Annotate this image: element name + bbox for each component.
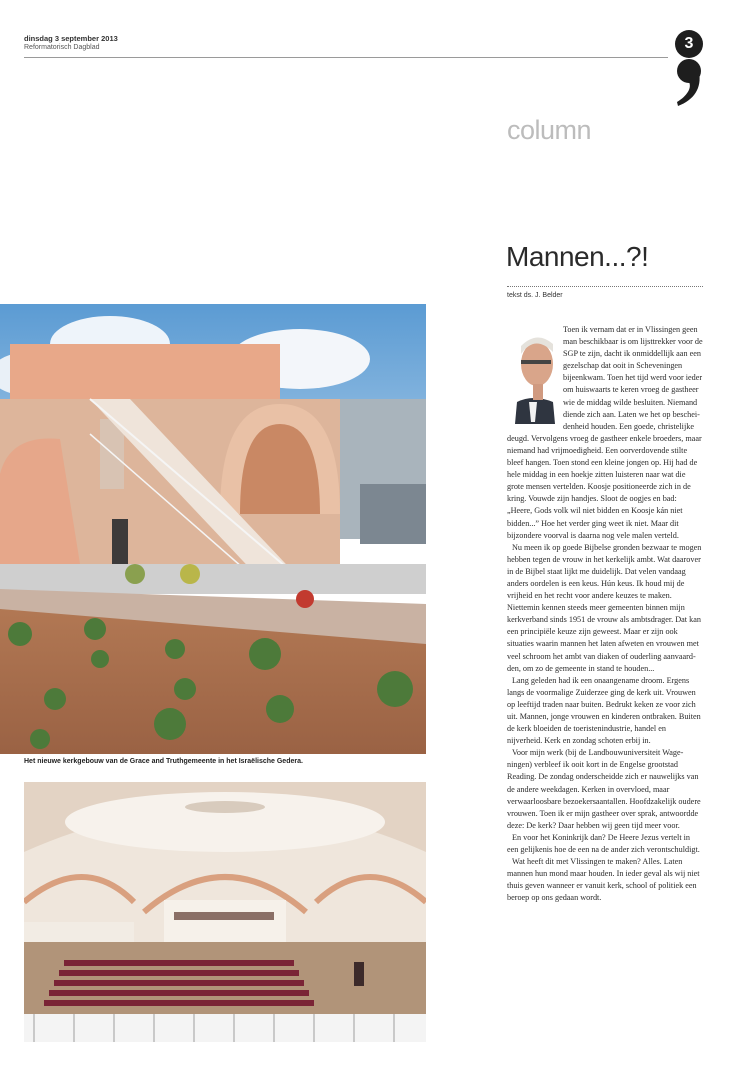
article-paragraph: Lang geleden had ik een onaangename droom. Ergens langs de voormalige Zuiderzee ging de kerk uit. Vrouwen op leeftijd traden naar buiten. Bedrukt keken ze voor zich uit. Mannen, jonge vrouwen en kinderen ontbraken. Buiten de kerk bloeiden de toeristenindustrie, handel en nijverheid. Kerk en zondag schoten erbij in. xyxy=(507,675,701,746)
article-paragraph: Wat heeft dit met Vlissingen te maken? Alles. Laten mannen hun mond maar houden. In ieder geval als wij niet thuis geven wanneer er vanuit kerk, school of politiek een beroep op ons gedaan wordt. xyxy=(507,857,700,903)
photo-caption: Het nieuwe kerkgebouw van de Grace and Truthgemeente in het Israëlische Gedera. xyxy=(24,758,303,765)
article-byline: tekst ds. J. Belder xyxy=(507,292,563,299)
page-number-badge: 3 xyxy=(675,30,703,58)
article-body xyxy=(507,324,703,905)
comma-logo-icon xyxy=(672,58,706,108)
article-title: Mannen...?! xyxy=(506,241,649,272)
newspaper-name: Reformatorisch Dagblad xyxy=(24,44,100,51)
article-paragraph: Nu meen ik op goede Bijbelse gronden bezwaar te mogen hebben tegen de vrouw in het kerkelijk ambt. Wat daarover in de Bijbel staat lijkt me duidelijk. Dat velen vandaag anders oordelen is een keus. Hún keus. Ik houd mij de vrijheid en het recht voor andere keuzes te maken. Niettemin kennen steeds meer gemeenten binnen mijn kerkverband sinds 1951 de vrouw als ambtsdrager. Dat kan een principiële keuze zijn geweest. Maar er zijn ook situaties waarin mannen het laten afweten en vrouwen met veel schroom het ambt van diaken of ouderling aanvaardden, om zo de gemeente in stand te houden... xyxy=(507,542,702,673)
church-interior-photo xyxy=(24,782,426,1042)
section-label: column xyxy=(507,115,592,145)
portrait-spacer xyxy=(507,324,563,422)
article-paragraph: En voor het Koninkrijk dan? De Heere Jezus vertelt in een gelijkenis hoe de een na de ander zich verontschuldigt. xyxy=(507,832,700,855)
article-paragraph: Toen ik vernam dat er in Vlissingen geen man beschikbaar is om lijsttrekker voor de SGP te zijn, dacht ik onmiddellijk aan een gezelschap dat ooit in Scheveningen bijeenkwam. Toen het tijd werd voor ieder om huiswaarts te keren vroeg de gastheer wie de middag wilde besluiten. Niemand diende zich aan. Laten we het op bescheidenheid houden. Een goede, christelijke deugd. Vervolgens vroeg de gastheer enkele broeders, maar niemand had vrijmoedigheid. Een oorverdovende stilte bleef hangen. Toen stond een kleine jongen op. Hij had de hele middag in een hoekje zitten luisteren naar wat die grote mensen vertelden. Koosje positioneerde zich in de kring. Vouwde zijn handjes. Sloot de oogjes en bad: „Heere, Gods volk wil niet bidden en Koosje kán niet bidden...” Hoe het verder ging weet ik niet. Maar dit bijzondere voorval is daarna nog vele malen verteld. xyxy=(507,325,703,540)
title-divider xyxy=(507,286,703,287)
header-rule xyxy=(24,57,668,58)
newspaper-date: dinsdag 3 september 2013 xyxy=(24,34,118,43)
article-paragraph: Voor mijn werk (bij de Landbouwuniversiteit Wageningen) verbleef ik ooit kort in de Engelse grootstad Reading. De zondag onderscheidde zich er nauwelijks van de andere weekdagen. Kerken in overvloed, maar verwaarloosbare bezoekersaantallen. Hoofdzakelijk oudere vrouwen. Toen ik er mijn gastheer over sprak, antwoordde deze: De kerk? Daar hebben wij geen tijd meer voor. xyxy=(507,748,701,830)
church-exterior-photo xyxy=(0,304,426,754)
